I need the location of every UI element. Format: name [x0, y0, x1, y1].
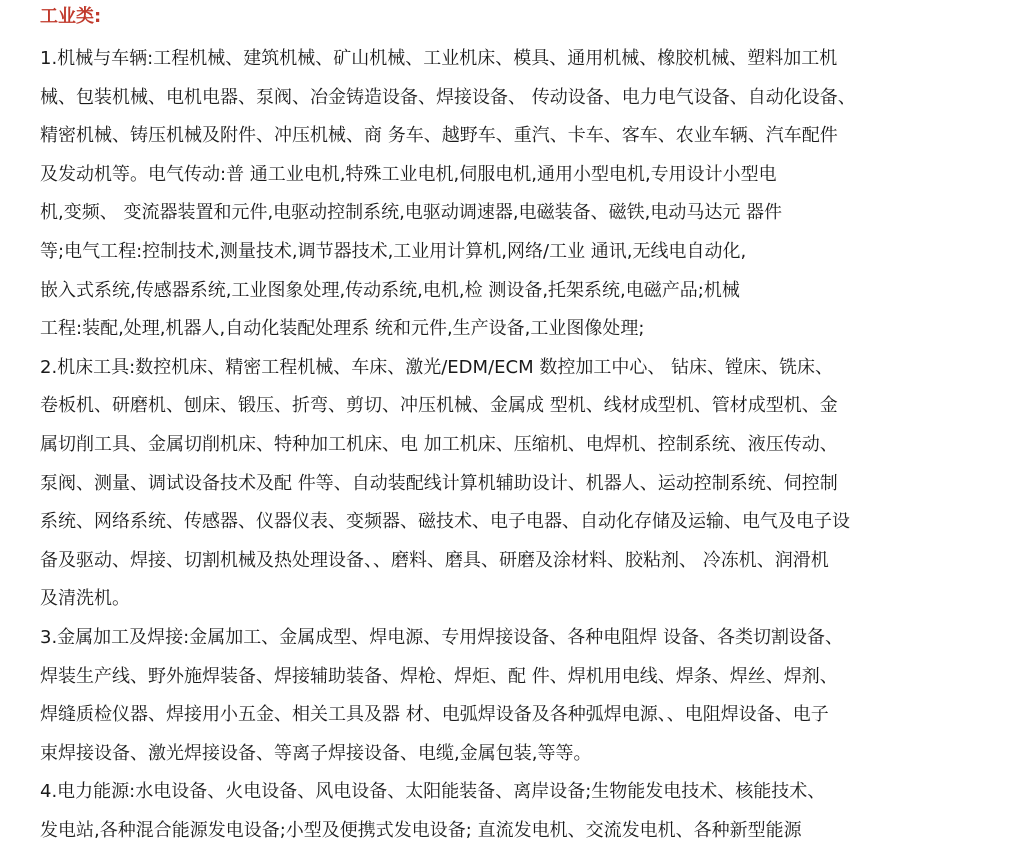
paragraph-block — [40, 40, 952, 850]
section-heading: 工业类: — [40, 6, 102, 27]
text-line: 发电站,各种混合能源发电设备;小型及便携式发电设备; 直流发电机、交流发电机、各种新型能源 — [40, 819, 802, 841]
text-line: 卷板机、研磨机、刨床、锻压、折弯、剪切、冲压机械、金属成 型机、线材成型机、管材成型机、金 — [40, 395, 838, 417]
text-line: 机,变频、 变流器装置和元件,电驱动控制系统,电驱动调速器,电磁装备、磁铁,电动马达元 器件 — [40, 202, 783, 224]
text-line: 系统、网络系统、传感器、仪器仪表、变频器、磁技术、电子电器、自动化存储及运输、电气及电子设 — [40, 511, 850, 533]
text-line: 械、包装机械、电机电器、泵阀、冶金铸造设备、焊接设备、 传动设备、电力电气设备、自动化设备、 — [40, 86, 856, 108]
text-line: 精密机械、铸压机械及附件、冲压机械、商 务车、越野车、重汽、卡车、客车、农业车辆、汽车配件 — [40, 125, 838, 147]
text-line: 工程:装配,处理,机器人,自动化装配处理系 统和元件,生产设备,工业图像处理; — [40, 318, 645, 340]
text-line: 及清洗机。 — [40, 588, 130, 610]
text-line: 焊缝质检仪器、焊接用小五金、相关工具及器 材、电弧焊设备及各种弧焊电源、、电阻焊设备、电子 — [40, 704, 829, 726]
text-line: 等;电气工程:控制技术,测量技术,调节器技术,工业用计算机,网络/工业 通讯,无线电自动化, — [40, 240, 747, 262]
text-line: 束焊接设备、激光焊接设备、等离子焊接设备、电缆,金属包装,等等。 — [40, 742, 592, 764]
text-line: 及发动机等。电气传动:普 通工业电机,特殊工业电机,伺服电机,通用小型电机,专用设计小型电 — [40, 163, 777, 185]
text-line: 焊装生产线、野外施焊装备、焊接辅助装备、焊枪、焊炬、配 件、焊机用电线、焊条、焊丝、焊剂、 — [40, 665, 838, 687]
text-line: 1.机械与车辆:工程机械、建筑机械、矿山机械、工业机床、模具、通用机械、橡胶机械、塑料加工机 — [40, 48, 838, 69]
text-line: 属切削工具、金属切削机床、特种加工机床、电 加工机床、压缩机、电焊机、控制系统、液压传动、 — [40, 433, 838, 455]
document-body — [40, 2, 952, 850]
text-line: 泵阀、测量、调试设备技术及配 件等、自动装配线计算机辅助设计、机器人、运动控制系统、伺控制 — [40, 472, 838, 494]
heading-spacer — [40, 32, 952, 40]
text-line: 备及驱动、焊接、切割机械及热处理设备、、磨料、磨具、研磨及涂材料、胶粘剂、 冷冻机、润滑机 — [40, 549, 829, 571]
text-line: 4.电力能源:水电设备、火电设备、风电设备、太阳能装备、离岸设备;生物能发电技术、核能技术、 — [40, 781, 826, 803]
text-line: 嵌入式系统,传感器系统,工业图象处理,传动系统,电机,检 测设备,托架系统,电磁产品;机械 — [40, 279, 740, 301]
text-line: 2.机床工具:数控机床、精密工程机械、车床、激光/EDM/ECM 数控加工中心、 钻床、镗床、铣床、 — [40, 356, 834, 378]
text-line: 3.金属加工及焊接:金属加工、金属成型、焊电源、专用焊接设备、各种电阻焊 设备、各类切割设备、 — [40, 626, 843, 648]
